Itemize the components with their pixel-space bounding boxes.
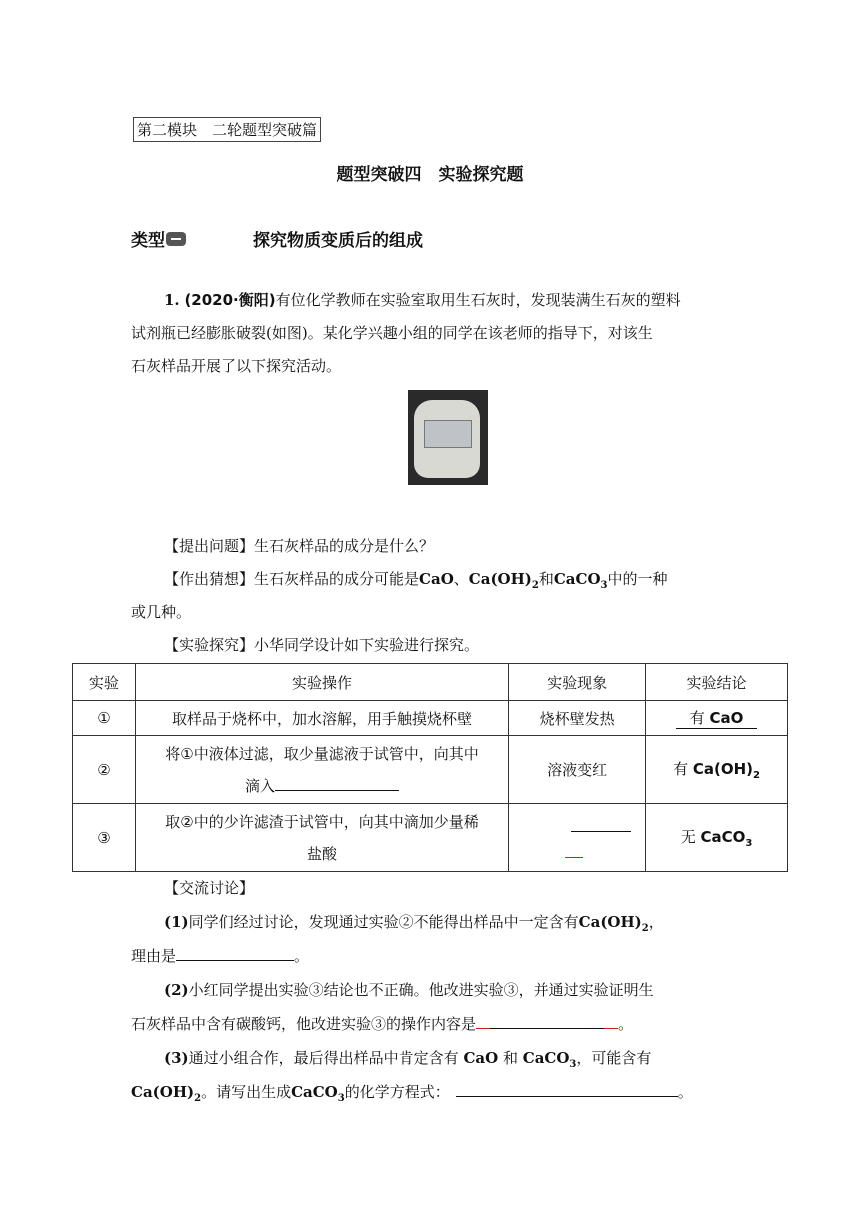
row2-conclusion [646, 736, 788, 804]
guess-caoh2: Ca(OH) [468, 570, 532, 588]
guess-line1 [164, 563, 668, 602]
q2-blank-red-left [476, 1028, 490, 1029]
discussion-q2-line2 [131, 1008, 633, 1041]
guess-line2: 或几种。 [131, 603, 192, 621]
q3-text-b: ，可能含有 [576, 1049, 652, 1067]
q2-number: (2) [164, 981, 189, 999]
q1-sub: 2 [641, 923, 649, 934]
row2-conclusion-prefix: 有 [673, 760, 689, 778]
row2-num: ② [73, 736, 136, 804]
row3-num: ③ [73, 804, 136, 872]
q3-answer-blank[interactable] [456, 1096, 678, 1097]
experiment-table [72, 663, 788, 872]
row3-operation [135, 804, 508, 872]
module-header-text: 第二模块 二轮题型突破篇 [137, 121, 318, 139]
question-number: 1. [164, 291, 180, 309]
guess-sub2: 2 [531, 580, 539, 591]
question-intro-text1: 有位化学教师在实验室取用生石灰时，发现装满生石灰的塑料 [275, 291, 681, 309]
table-row [73, 701, 788, 736]
q2-text: 小红同学提出实验③结论也不正确。他改进实验③，并通过实验证明生 [188, 981, 654, 999]
row1-conclusion-formula: CaO [709, 709, 744, 727]
row2-op-line2 [140, 770, 504, 802]
row2-conclusion-formula: Ca(OH) [692, 760, 754, 778]
header-experiment: 实验 [73, 664, 136, 701]
q3-caco3b: CaCO [291, 1083, 338, 1101]
row1-conclusion-prefix: 有 [689, 709, 705, 727]
explore-text: 小华同学设计如下实验进行探究。 [254, 636, 480, 654]
header-conclusion: 实验结论 [646, 664, 788, 701]
row3-phenomenon-blank-wrap2 [513, 842, 641, 864]
row3-phenomenon-blank2[interactable] [565, 857, 583, 858]
guess-cao: CaO [419, 570, 454, 588]
bottle-label-shape [424, 420, 472, 448]
type-heading [131, 226, 186, 251]
explore-line [164, 629, 479, 662]
module-header [133, 117, 321, 142]
explore-label: 【实验探究】 [164, 636, 255, 654]
header-operation: 实验操作 [135, 664, 508, 701]
row2-operation [135, 736, 508, 804]
discussion-q2-line1 [164, 974, 654, 1007]
q1-formula: Ca(OH) [578, 913, 642, 931]
guess-text-a: 生石灰样品的成分可能是 [254, 570, 420, 588]
q1-number: (1) [164, 913, 189, 931]
q2-answer-blank[interactable] [490, 1028, 604, 1029]
q3-text-d: 的化学方程式： [344, 1083, 450, 1101]
table-row [73, 804, 788, 872]
q3-and: 和 [502, 1049, 518, 1067]
row3-phenomenon-blank-wrap [513, 812, 641, 842]
q1-tail: 。 [294, 947, 310, 965]
q1-end: ， [648, 913, 664, 931]
row3-conclusion [646, 804, 788, 872]
page-title: 题型突破四 实验探究题 [336, 165, 524, 185]
q3-text-c: 。请写出生成 [201, 1083, 292, 1101]
row2-op-text: 滴入 [245, 776, 276, 795]
row2-phenomenon: 溶液变红 [509, 736, 646, 804]
q1-line2-text: 理由是 [131, 947, 177, 965]
question-intro-line2: 试剂瓶已经膨胀破裂(如图)。某化学兴趣小组的同学在该老师的指导下，对该生 [131, 324, 653, 342]
guess-and: 和 [538, 570, 554, 588]
swollen-bottle-photo [408, 390, 488, 485]
row1-operation: 取样品于烧杯中，加水溶解，用手触摸烧杯壁 [135, 701, 508, 736]
q3-caco3: CaCO [522, 1049, 570, 1067]
ask-text: 生石灰样品的成分是什么？ [254, 537, 435, 555]
guess-text-b: 中的一种 [607, 570, 668, 588]
row3-conclusion-sub: 3 [745, 838, 753, 849]
q2-blank-red-right [604, 1028, 618, 1029]
discussion-label: 【交流讨论】 [164, 879, 255, 897]
guess-sep1: 、 [453, 570, 469, 588]
q2-line2-text: 石灰样品中含有碳酸钙，他改进实验③的操作内容是 [131, 1015, 477, 1033]
row1-conclusion [646, 701, 788, 736]
row3-conclusion-prefix: 无 [680, 828, 696, 846]
table-row [73, 736, 788, 804]
row1-phenomenon: 烧杯壁发热 [509, 701, 646, 736]
row2-op-line1: 将①中液体过滤，取少量滤液于试管中，向其中 [165, 744, 479, 763]
q3-tail: 。 [677, 1083, 693, 1101]
ask-label: 【提出问题】 [164, 537, 255, 555]
type-label: 类型 [131, 231, 165, 251]
guess-sub3: 3 [600, 580, 608, 591]
row2-conclusion-sub: 2 [753, 770, 761, 781]
row2-answer-blank[interactable] [275, 790, 399, 791]
type-number-badge-icon [166, 232, 186, 246]
discussion-q1-line2 [131, 940, 309, 973]
header-phenomenon: 实验现象 [509, 664, 646, 701]
row3-conclusion-formula: CaCO [700, 828, 746, 846]
question-source: (2020·衡阳) [184, 291, 276, 309]
row3-phenomenon [509, 804, 646, 872]
type-title: 探究物质变质后的组成 [253, 231, 423, 251]
q3-sub3: 3 [569, 1059, 577, 1070]
row3-phenomenon-blank[interactable] [571, 831, 631, 832]
guess-caco3: CaCO [553, 570, 601, 588]
q1-answer-blank[interactable] [176, 960, 294, 961]
q3-sub3b: 3 [337, 1093, 345, 1104]
table-header-row [73, 664, 788, 701]
row3-op-line2: 盐酸 [307, 844, 338, 863]
q2-tail: 。 [618, 1015, 634, 1033]
q3-cao: CaO [463, 1049, 499, 1067]
q3-text-a: 通过小组合作，最后得出样品中肯定含有 [188, 1049, 459, 1067]
discussion-q3-line2 [131, 1076, 693, 1115]
row1-num: ① [73, 701, 136, 736]
question-intro-line3: 石灰样品开展了以下探究活动。 [131, 357, 342, 375]
ask-question-line [164, 530, 434, 563]
guess-label: 【作出猜想】 [164, 570, 255, 588]
q1-text: 同学们经过讨论，发现通过实验②不能得出样品中一定含有 [188, 913, 579, 931]
q3-caoh2: Ca(OH) [131, 1083, 195, 1101]
question-intro-line1 [164, 284, 681, 317]
row1-conclusion-blank [676, 707, 758, 729]
q3-sub2: 2 [194, 1093, 202, 1104]
row3-op-line1: 取②中的少许滤渣于试管中，向其中滴加少量稀 [165, 812, 479, 831]
q3-number: (3) [164, 1049, 189, 1067]
